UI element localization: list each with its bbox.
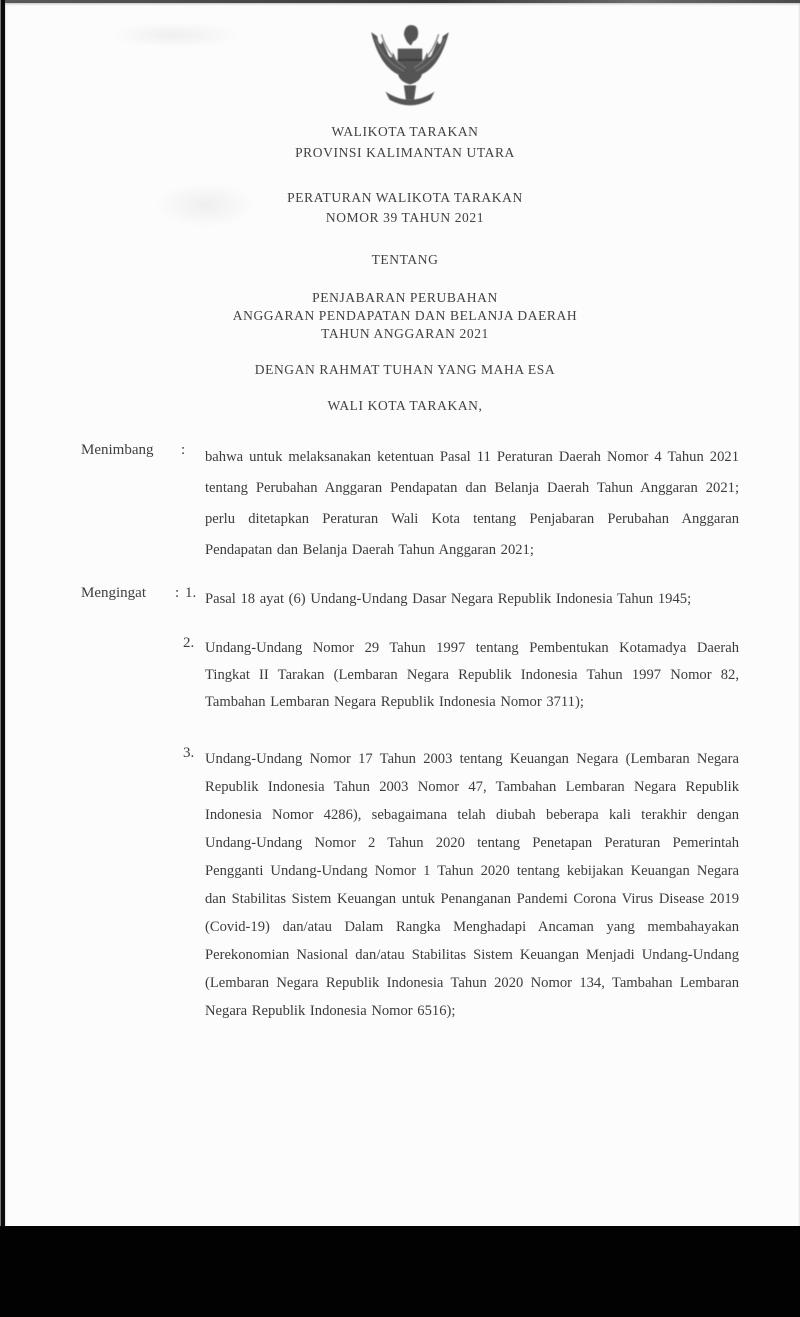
scan-smudge [110, 22, 240, 48]
mengingat-item-number: 1. [185, 585, 197, 601]
document-page-content [5, 2, 800, 1226]
document-page [5, 2, 800, 1226]
garuda-pancasila-emblem-icon [363, 20, 457, 110]
menimbang-colon: : [181, 442, 186, 458]
regulation-number: NOMOR 39 TAHUN 2021 [325, 210, 485, 225]
menimbang-label: Menimbang [81, 442, 154, 458]
menimbang-text: bahwa untuk melaksanakan ketentuan Pasal 11 Peraturan Daerah Nomor 4 Tahun 2021 tentang Perubahan Anggaran Pendapatan dan Belanja Daerah Tahun Anggaran 2021; perlu ditetapkan Peraturan Wali Kota tentang Penjabaran Perubahan Anggaran Pendapatan dan Belanja Daerah Tahun Anggaran 2021; [205, 449, 739, 558]
mengingat-item-text: Undang-Undang Nomor 17 Tahun 2003 tentang Keuangan Negara (Lembaran Negara Republik Indonesia Tahun 2003 Nomor 47, Tambahan Lembaran Negara Republik Indonesia Nomor 4286), sebagaimana telah diubah beberapa kali terakhir dengan Undang-Undang Nomor 2 Tahun 2020 tentang Penetapan Peraturan Pemerintah Pengganti Undang-Undang Nomor 1 Tahun 2020 tentang kebijakan Keuangan Negara dan Stabilitas Sistem Keuangan untuk Penanganan Pandemi Corona Virus Disease 2019 (Covid-19) dan/atau Dalam Rangka Menghadapi Ancaman yang membahayakan Perekonomian Nasional dan/atau Stabilitas Sistem Keuangan Menjadi Undang-Undang (Lembaran Negara Republik Indonesia Tahun 2020 Nomor 134, Tambahan Lembaran Negara Republik Indonesia Nomor 6516); [205, 751, 739, 1019]
authority-province: PROVINSI KALIMANTAN UTARA [295, 145, 515, 160]
scan-top-edge [0, 0, 800, 3]
scan-left-edge [0, 0, 5, 1226]
mengingat-label: Mengingat [81, 585, 146, 601]
enacting-official: WALI KOTA TARAKAN, [327, 398, 483, 413]
mengingat-item-number: 3. [183, 745, 195, 761]
mengingat-item-text: Undang-Undang Nomor 29 Tahun 1997 tentang Pembentukan Kotamadya Daerah Tingkat II Tarakan (Lembaran Negara Republik Indonesia Tahun 1997 Nomor 82, Tambahan Lembaran Negara Republik Indonesia Nomor 3711); [205, 640, 739, 710]
mengingat-colon: : [175, 585, 180, 601]
authority-name: WALIKOTA TARAKAN [331, 124, 479, 139]
invocation-line: DENGAN RAHMAT TUHAN YANG MAHA ESA [254, 362, 556, 377]
regulation-title: PERATURAN WALIKOTA TARAKAN [287, 190, 523, 205]
about-label: TENTANG [371, 252, 439, 267]
mengingat-item-number: 2. [183, 635, 195, 651]
subject-line-3: TAHUN ANGGARAN 2021 [321, 326, 489, 341]
subject-line-2: ANGGARAN PENDAPATAN DAN BELANJA DAERAH [232, 308, 578, 323]
subject-line-1: PENJABARAN PERUBAHAN [312, 290, 498, 305]
mengingat-item-text: Pasal 18 ayat (6) Undang-Undang Dasar Negara Republik Indonesia Tahun 1945; [205, 591, 692, 607]
